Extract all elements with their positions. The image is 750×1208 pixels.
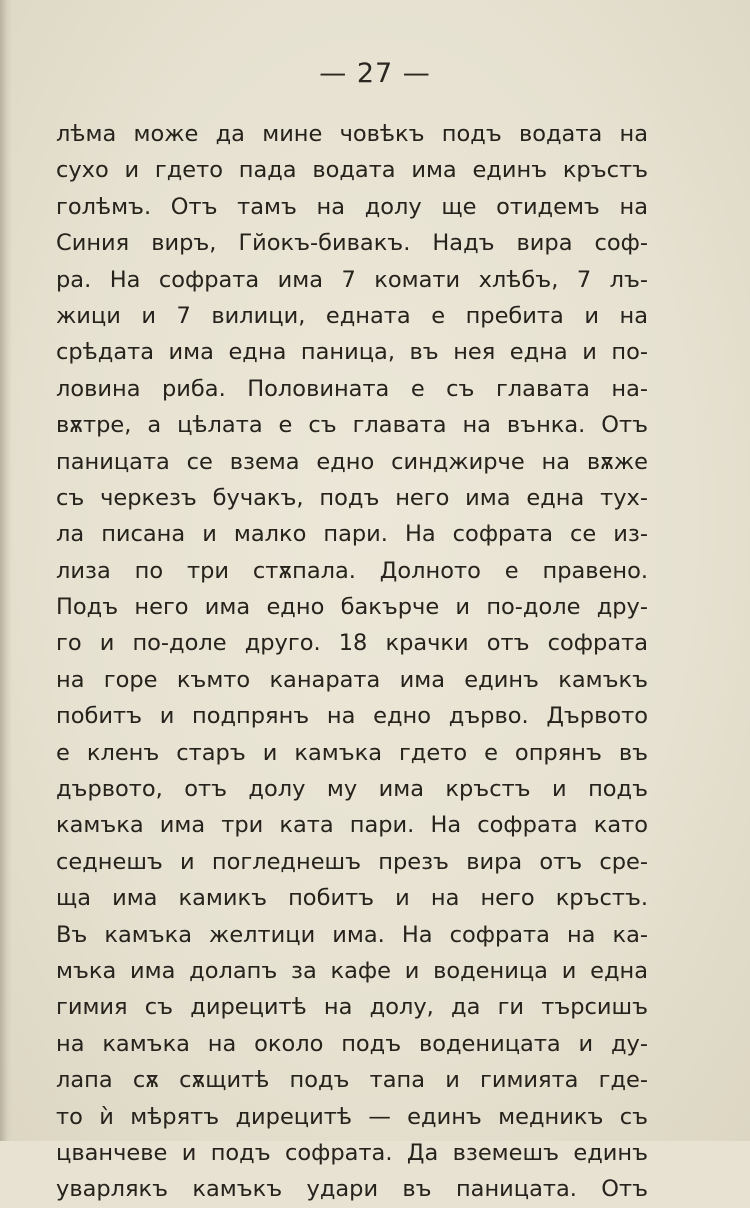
- text-line: Подъ него има едно бакърче и по-доле дру-: [56, 594, 648, 621]
- text-line: вѫтре, а цѣлата е съ главата на вънка. Отъ: [56, 412, 648, 439]
- text-line: срѣдата има една паница, въ нея една и по-: [56, 339, 648, 366]
- text-line: на камъка на около подъ воденицата и ду-: [56, 1030, 648, 1057]
- text-line: сухо и гдето пада водата има единъ кръстъ: [56, 157, 648, 184]
- text-line: цванчеве и подъ софрата. Да вземешъ единъ: [56, 1139, 648, 1166]
- text-line: гимия съ дирецитѣ на долу, да ги търсишъ: [56, 994, 648, 1021]
- text-line: мъка има долапъ за кафе и воденица и една: [56, 957, 648, 984]
- text-line: ла писана и малко пари. На софрата се из-: [56, 521, 648, 548]
- text-line: побитъ и подпрянъ на едно дърво. Дървото: [56, 703, 648, 730]
- text-line: ща има камикъ побитъ и на него кръстъ.: [56, 885, 648, 912]
- text-line: Синия виръ, Гйокъ-бивакъ. Надъ вира соф-: [56, 230, 648, 257]
- text-line: жици и 7 вилици, едната е пребита и на: [56, 302, 648, 329]
- body-text: [56, 116, 648, 1208]
- text-line: Въ камъка желтици има. На софрата на ка-: [56, 921, 648, 948]
- text-line: камъка има три ката пари. На софрата като: [56, 812, 648, 839]
- text-line: голѣмъ. Отъ тамъ на долу ще отидемъ на: [56, 193, 648, 220]
- text-line: ра. На софрата има 7 комати хлѣбъ, 7 лъ-: [56, 266, 648, 293]
- text-line: то ѝ мѣрятъ дирецитѣ — единъ медникъ съ: [56, 1103, 648, 1130]
- text-line: го и по-доле друго. 18 крачки отъ софрата: [56, 630, 648, 657]
- text-line: лиза по три стѫпала. Долното е правено.: [56, 557, 648, 584]
- text-line: дървото, отъ долу му има кръстъ и подъ: [56, 776, 648, 803]
- text-line: седнешъ и погледнешъ презъ вира отъ сре-: [56, 848, 648, 875]
- page-number: — 27 —: [319, 58, 431, 89]
- text-line: уварлякъ камъкъ удари въ паницата. Отъ: [56, 1176, 648, 1203]
- text-line: на горе къмто канарата има единъ камъкъ: [56, 666, 648, 693]
- text-line: паницата се взема едно синджирче на вѫже: [56, 448, 648, 475]
- page-left-edge: [0, 0, 12, 1141]
- text-line: е кленъ старъ и камъка гдето е опрянъ въ: [56, 739, 648, 766]
- text-line: лѣма може да мине човѣкъ подъ водата на: [56, 121, 648, 147]
- text-line: лапа сѫ сѫщитѣ подъ тапа и гимията где-: [56, 1067, 648, 1094]
- text-line: съ черкезъ бучакъ, подъ него има една тух-: [56, 484, 648, 511]
- text-line: ловина риба. Половината е съ главата на-: [56, 375, 648, 402]
